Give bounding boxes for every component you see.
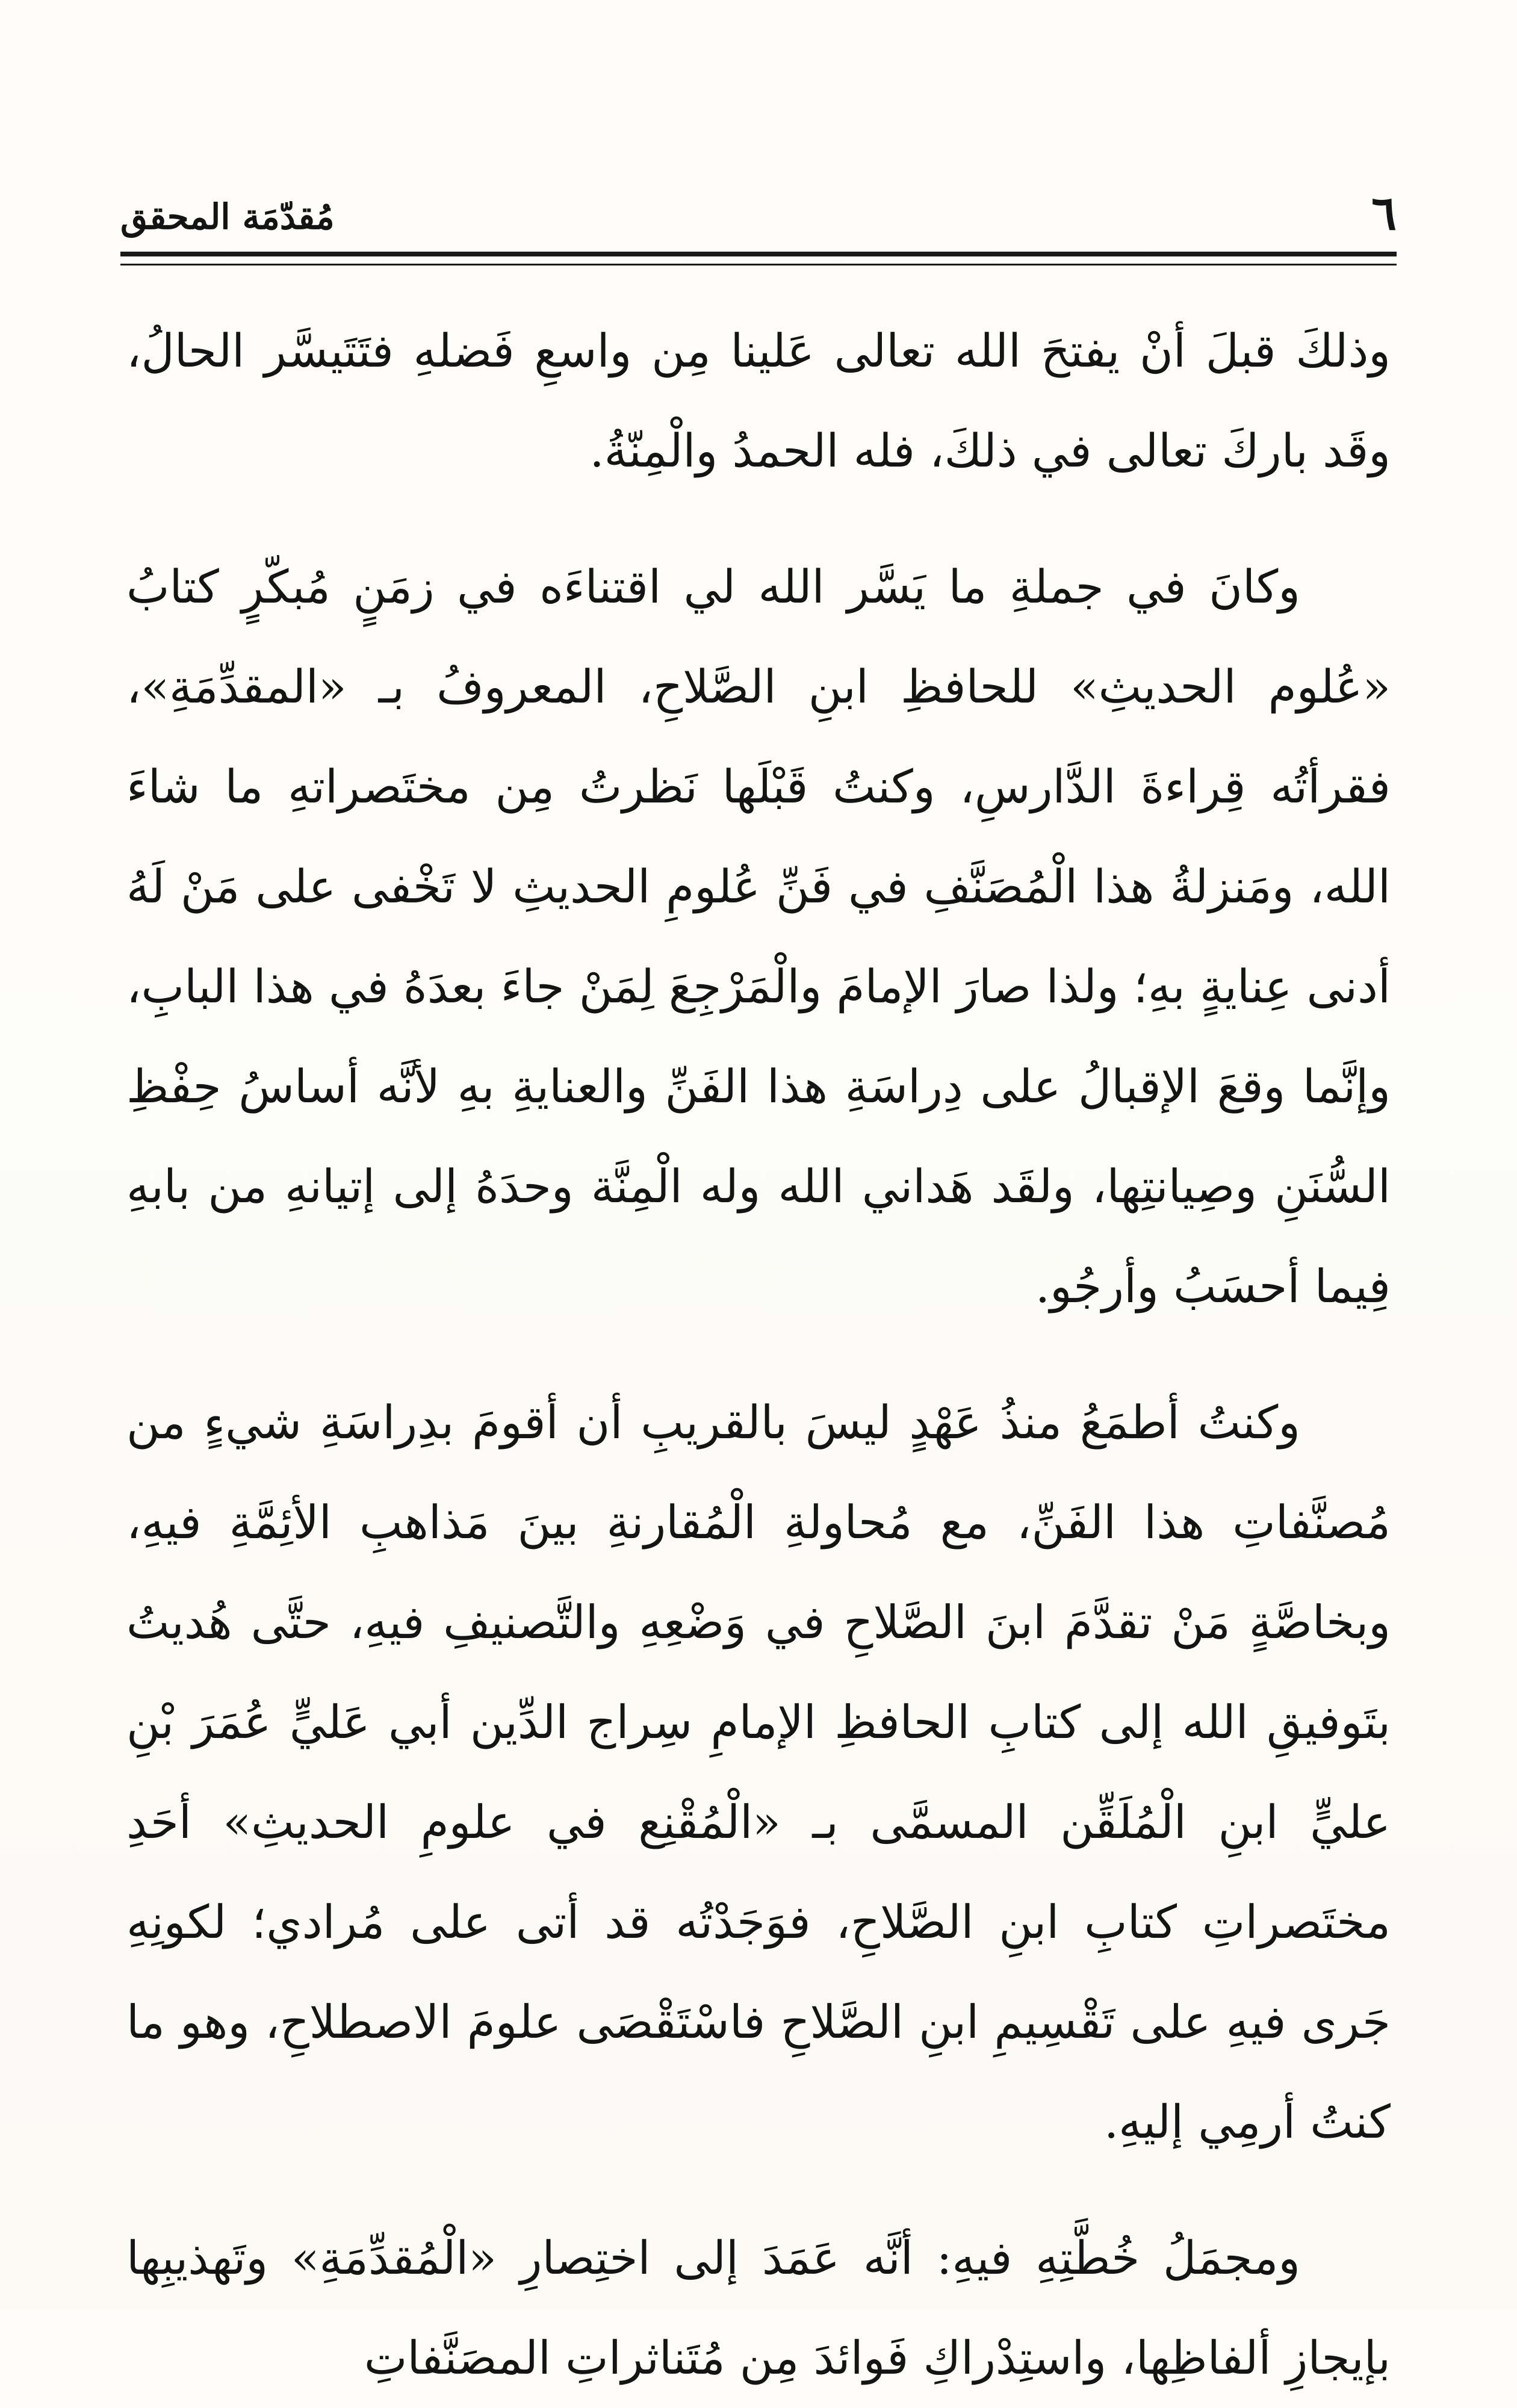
paragraph-3: وكنتُ أطمَعُ منذُ عَهْدٍ ليسَ بالقريبِ أن أقومَ بدِراسَةِ شيءٍ من مُصنَّفاتِ هذا الفَنِّ، مع مُحاولةِ الْمُقارنةِ بينَ مَذاهبِ الأئِمَّةِ فيهِ، وبخاصَّةٍ مَنْ تقدَّمَ ابنَ الصَّلاحِ في وَضْعِهِ والتَّصنيفِ فيهِ، حتَّى هُديتُ بتَوفيقِ الله إلى كتابِ الحافظِ الإمامِ سِراج الدِّين أبي عَليٍّ عُمَرَ بْنِ عليٍّ ابنِ الْمُلَقِّن المسمَّى بـ «الْمُقْنِع في علومِ الحديثِ» أحَدِ مختَصراتِ كتابِ ابنِ الصَّلاحِ، فوَجَدْتُه قد أتى على مُرادي؛ لكونِهِ جَرى فيهِ على تَقْسِيمِ ابنِ الصَّلاحِ فاسْتَقْصَى علومَ الاصطلاحِ، وهو ما كنتُ أرمِي إليهِ. xyxy=(126,1395,1391,2149)
paragraph-1: وذلكَ قبلَ أنْ يفتحَ الله تعالى عَلينا مِن واسعِ فَضلهِ فتَتَيسَّر الحالُ، وقَد باركَ تعالى في ذلكَ، فله الحمدُ والْمِنّةُ. xyxy=(126,324,1391,477)
header-rule-thick xyxy=(120,252,1397,256)
page-body xyxy=(126,301,1391,2408)
running-head: مُقدّمَة المحقق xyxy=(120,196,335,237)
paragraph-2: وكانَ في جملةِ ما يَسَّر الله لي اقتناءَه في زمَنٍ مُبكّرٍ كتابُ «عُلوم الحديثِ» للحافظِ ابنِ الصَّلاحِ، المعروفُ بـ «المقدِّمَةِ»، فقرأتُه قِراءةَ الدَّارسِ، وكنتُ قَبْلَها نَظرتُ مِن مختَصراتهِ ما شاءَ الله، ومَنزلةُ هذا الْمُصَنَّفِ في فَنِّ عُلومِ الحديثِ لا تَخْفى على مَنْ لَهُ أدنى عِنايةٍ بهِ؛ ولذا صارَ الإمامَ والْمَرْجِعَ لِمَنْ جاءَ بعدَهُ في هذا البابِ، وإنَّما وقعَ الإقبالُ على دِراسَةِ هذا الفَنِّ والعنايةِ بهِ لأنَّه أساسُ حِفْظِ السُّنَنِ وصِيانتِها، ولقَد هَداني الله وله الْمِنَّة وحدَهُ إلى إتيانهِ من بابهِ فِيما أحسَبُ وأرجُو. xyxy=(126,560,1391,1313)
header-rule-thin xyxy=(120,264,1397,265)
paragraph-4: ومجمَلُ خُطَّتِهِ فيهِ: أنَّه عَمَدَ إلى اختِصارِ «الْمُقدِّمَةِ» وتَهذيبِها بإيجازِ ألفاظِها، واستِدْراكِ فَوائدَ مِن مُتَناثراتِ المصَنَّفاتِ xyxy=(126,2231,1391,2385)
page-number: ٦ xyxy=(1371,186,1397,241)
page-header xyxy=(120,181,1397,247)
